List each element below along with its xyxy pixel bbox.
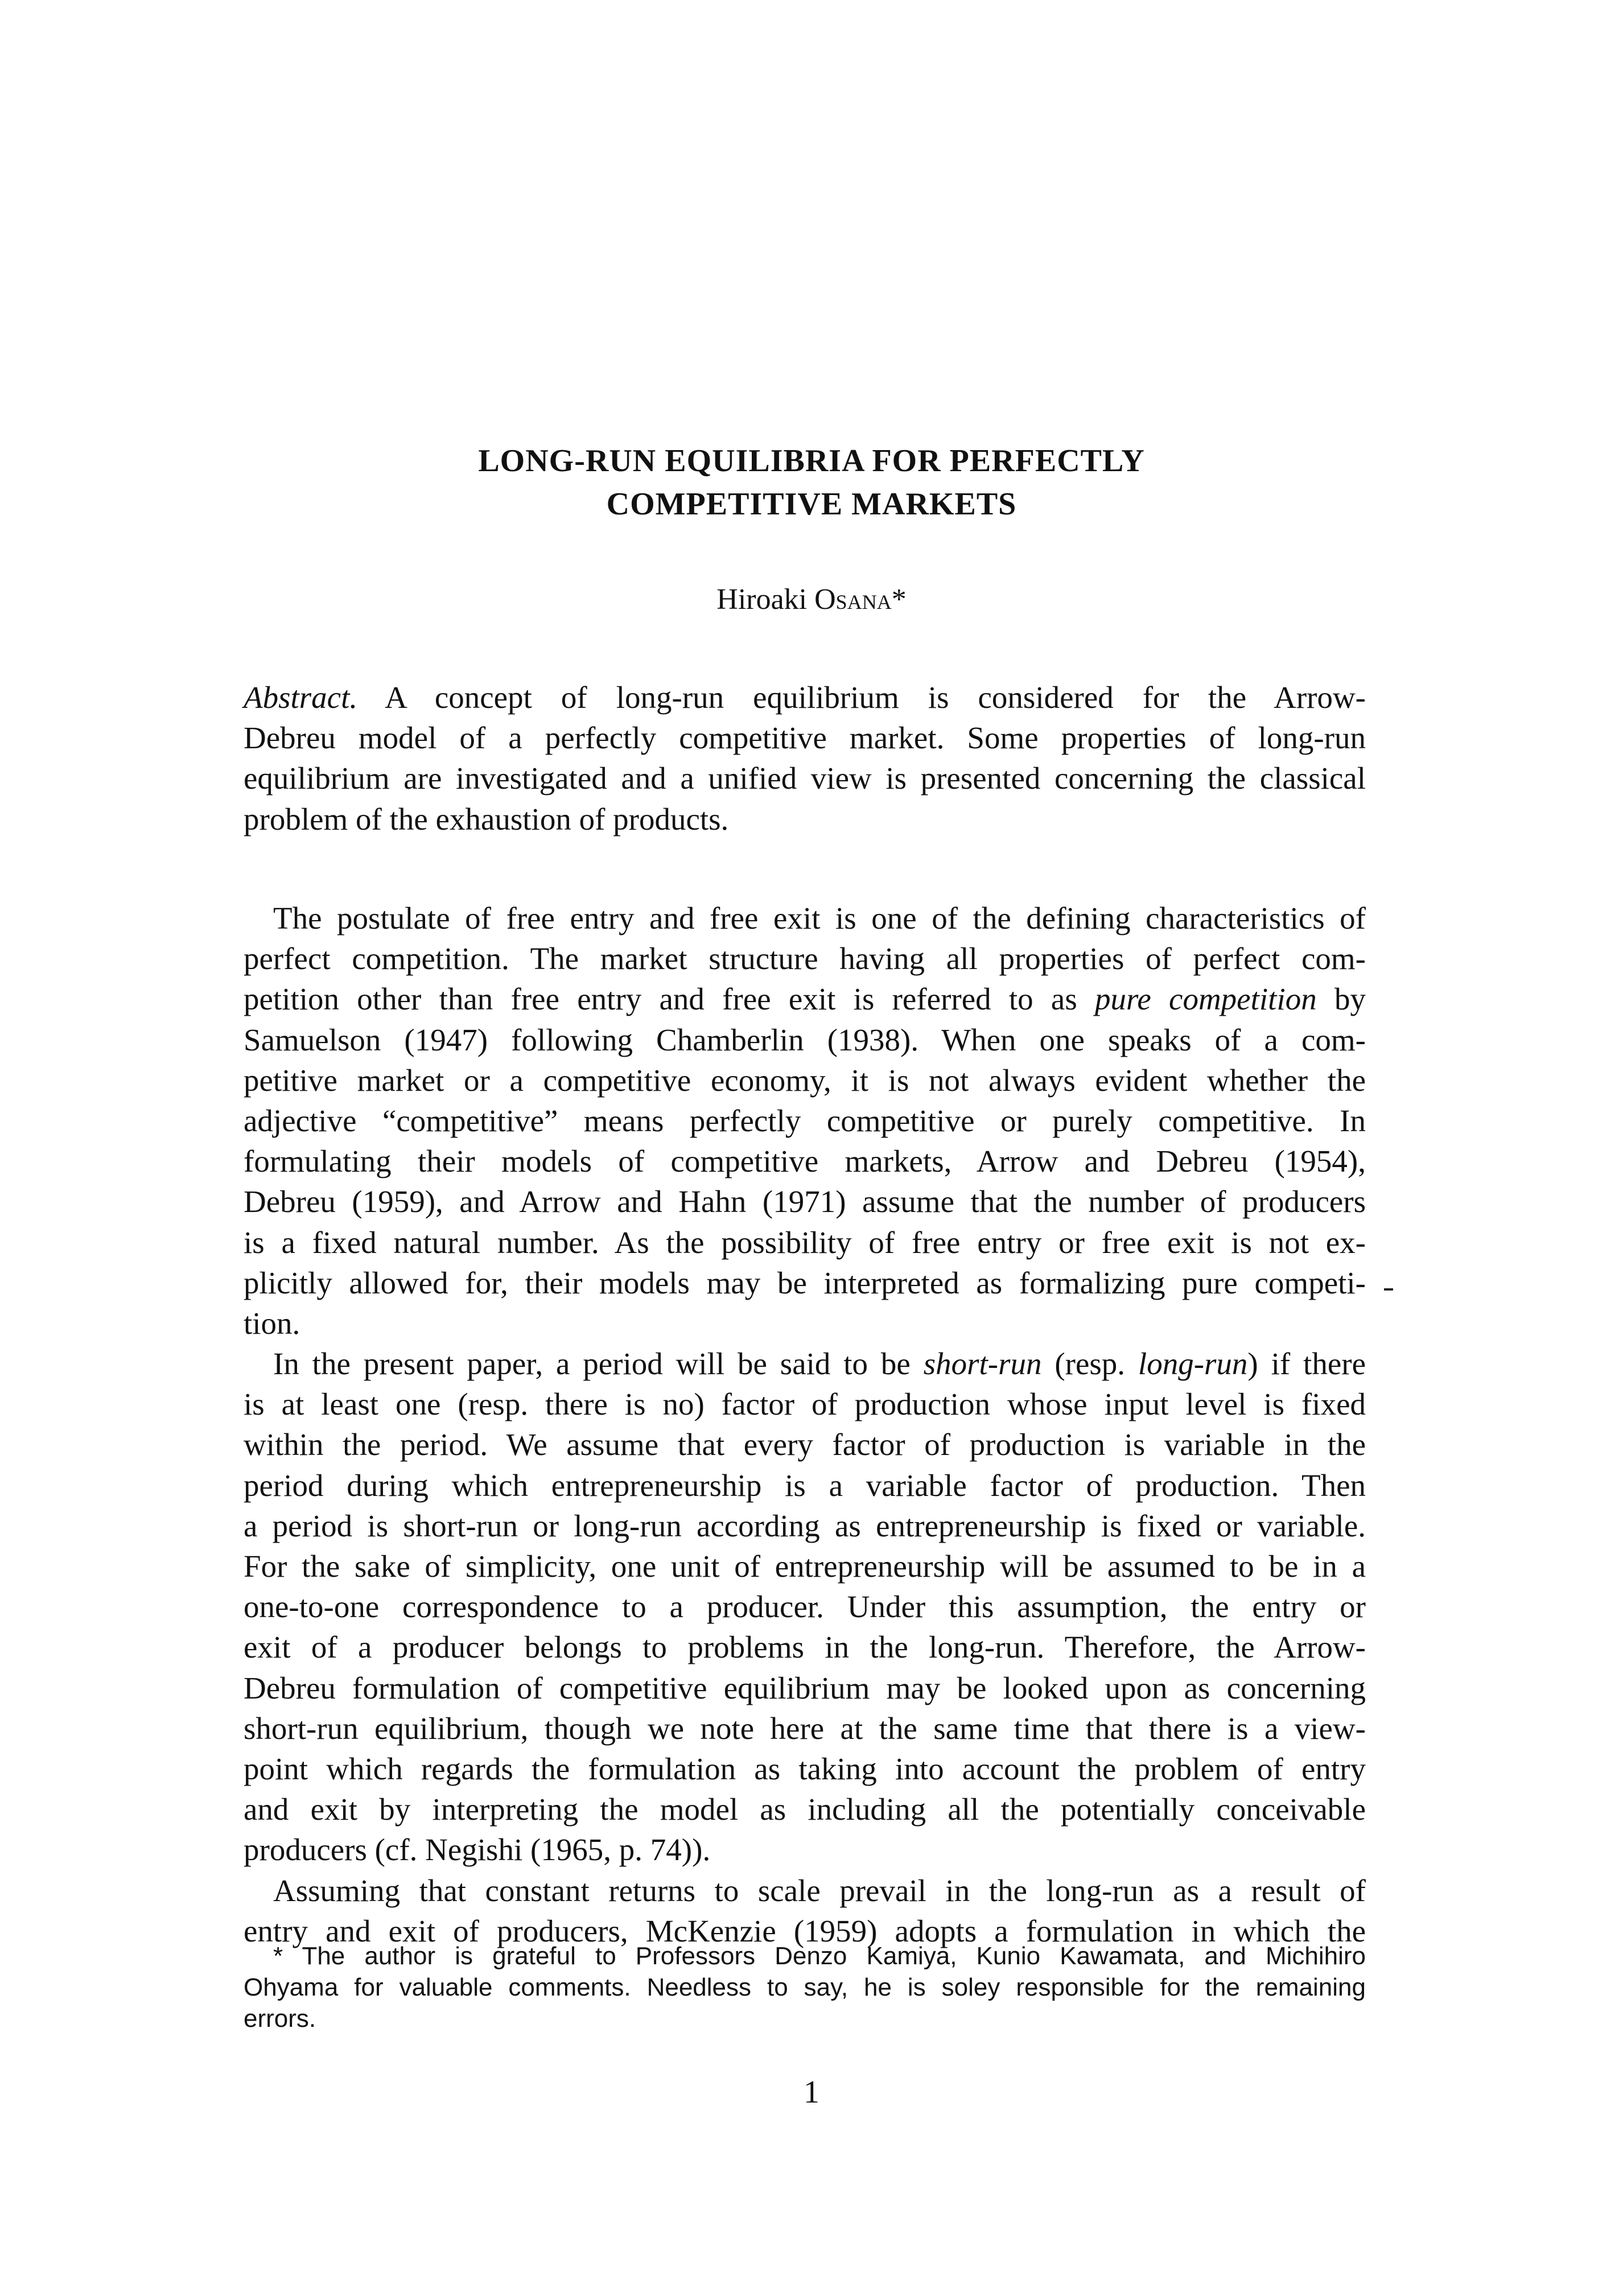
abstract-line: Abstract. A concept of long-run equilibrium is considered for the Arrow- xyxy=(244,680,1366,715)
body-line: and exit by interpreting the model as including all the potentially conceivable xyxy=(244,1792,1366,1827)
emphasis-long-run: long-run xyxy=(1138,1346,1248,1382)
body-line: one-to-one correspondence to a producer. Under this assumption, the entry or xyxy=(244,1589,1366,1625)
body-line: Samuelson (1947) following Chamberlin (1938). When one speaks of a com- xyxy=(244,1022,1366,1057)
paper-title xyxy=(0,439,1623,526)
body-line: point which regards the formulation as taking into account the problem of entry xyxy=(244,1751,1366,1786)
abstract-line: Debreu model of a perfectly competitive market. Some properties of long-run xyxy=(244,720,1366,756)
body-line: Debreu formulation of competitive equilibrium may be looked upon as concerning xyxy=(244,1670,1366,1705)
author-given-name: Hiroaki xyxy=(716,583,808,616)
emphasis-short-run: short-run xyxy=(923,1346,1042,1382)
body-line: is a fixed natural number. As the possibility of free entry or free exit is not ex- xyxy=(244,1225,1366,1260)
body-text xyxy=(244,898,1366,1951)
body-line: Debreu (1959), and Arrow and Hahn (1971) assume that the number of producers xyxy=(244,1184,1366,1219)
body-line: within the period. We assume that every factor of production is variable in the xyxy=(244,1427,1366,1462)
author-line xyxy=(0,582,1623,618)
abstract-line: equilibrium are investigated and a unified view is presented concerning the classical xyxy=(244,761,1366,796)
title-line-1: LONG-RUN EQUILIBRIA FOR PERFECTLY xyxy=(478,443,1145,479)
footnote-line: * The author is grateful to Professors Denzo Kamiya, Kunio Kawamata, and Michihiro xyxy=(273,1942,1366,1970)
body-line: perfect competition. The market structure having all properties of perfect com- xyxy=(244,941,1366,976)
body-line: petition other than free entry and free exit is referred to as pure competition by xyxy=(244,982,1366,1017)
body-line: a period is short-run or long-run according as entrepreneurship is fixed or variable. xyxy=(244,1508,1366,1543)
page-number: 1 xyxy=(804,2075,819,2110)
body-line: entry and exit of producers, McKenzie (1959) adopts a formulation in which the xyxy=(244,1913,1366,1948)
body-line: petitive market or a competitive economy, it is not always evident whether the xyxy=(244,1062,1366,1098)
footnote xyxy=(244,1940,1366,2034)
body-line: short-run equilibrium, though we note here at the same time that there is a view- xyxy=(244,1710,1366,1746)
emphasis-pure-competition: pure competition xyxy=(1095,982,1317,1017)
body-line: is at least one (resp. there is no) factor of production whose input level is fixed xyxy=(244,1387,1366,1422)
body-line: producers (cf. Negishi (1965, p. 74)). xyxy=(244,1832,711,1868)
title-line-2: COMPETITIVE MARKETS xyxy=(606,487,1017,522)
abstract-label: Abstract. xyxy=(244,680,358,715)
footnote-line: Ohyama for valuable comments. Needless to say, he is soley responsible for the remaining xyxy=(244,1973,1366,2001)
author-family-name: Osana xyxy=(814,583,892,616)
body-line: plicitly allowed for, their models may be interpreted as formalizing pure competi- xyxy=(244,1265,1366,1300)
footnote-line: errors. xyxy=(244,2005,316,2033)
body-line: adjective “competitive” means perfectly competitive or purely competitive. In xyxy=(244,1103,1366,1138)
body-line: formulating their models of competitive markets, Arrow and Debreu (1954), xyxy=(244,1144,1366,1179)
body-line: The postulate of free entry and free exit is one of the defining characteristics of xyxy=(273,901,1366,935)
body-line: exit of a producer belongs to problems in the long-run. Therefore, the Arrow- xyxy=(244,1630,1366,1665)
body-line: In the present paper, a period will be said to be short-run (resp. long-run) if there xyxy=(273,1346,1366,1382)
body-line: tion. xyxy=(244,1305,300,1341)
body-line: For the sake of simplicity, one unit of entrepreneurship will be assumed to be in a xyxy=(244,1549,1366,1584)
scan-margin-mark xyxy=(1384,1288,1393,1291)
body-line: Assuming that constant returns to scale prevail in the long-run as a result of xyxy=(273,1873,1366,1908)
author-footnote-marker: * xyxy=(891,583,907,616)
body-line: period during which entrepreneurship is a variable factor of production. Then xyxy=(244,1468,1366,1503)
abstract-line: problem of the exhaustion of products. xyxy=(244,801,729,836)
abstract xyxy=(244,677,1366,839)
